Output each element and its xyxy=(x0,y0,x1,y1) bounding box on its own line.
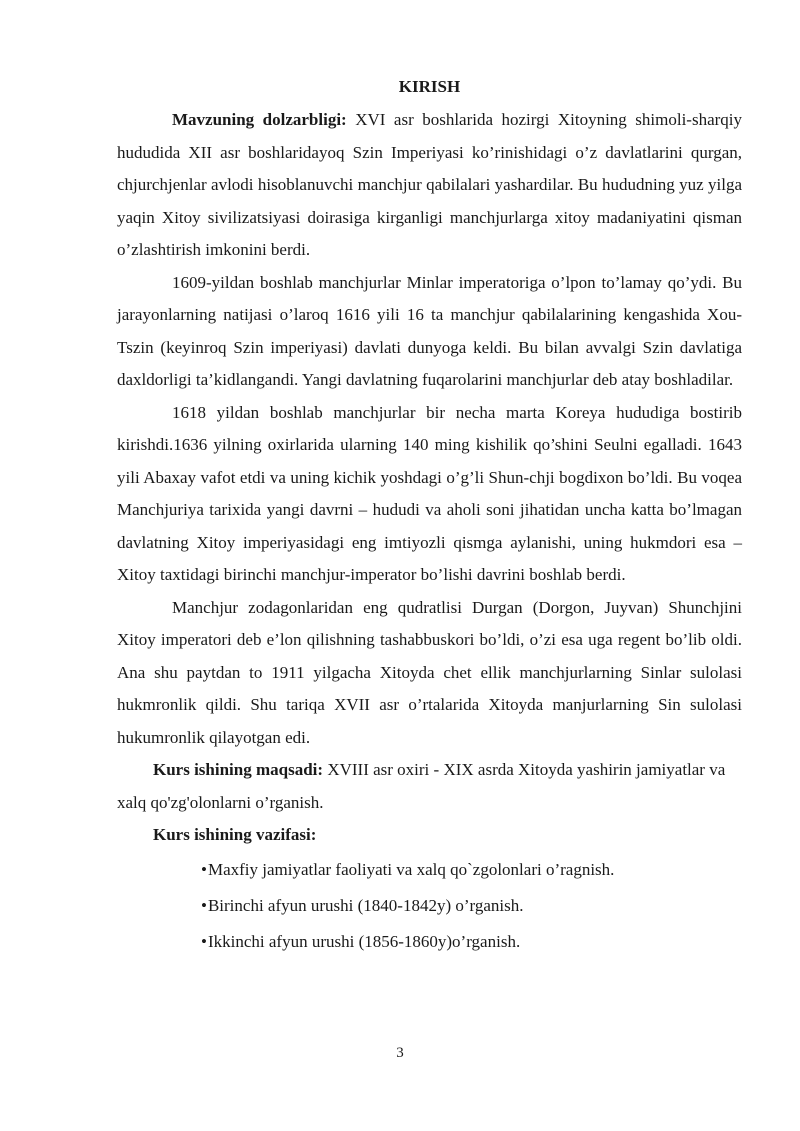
course-tasks-lead: Kurs ishining vazifasi: xyxy=(153,825,317,844)
course-goal-lead: Kurs ishining maqsadi: xyxy=(153,760,324,779)
page-number: 3 xyxy=(396,1045,404,1061)
list-item xyxy=(117,852,742,888)
document-page xyxy=(117,70,742,960)
course-tasks-heading xyxy=(117,819,742,852)
paragraph: 1609-yildan boshlab manchjurlar Minlar imperatoriga o’lpon to’lamay qo’ydi. Bu jarayonlarning natijasi o’laroq 1616 yili 16 ta manchjur qabilalarining kengashida Xou-Tszin (keyinroq Szin imperiyasi) davlati dunyoga keldi. Bu bilan avvalgi Szin davlatiga daxldorligi ta’kidlangandi. Yangi davlatning fuqarolarini manchjurlar deb atay boshladilar. xyxy=(117,272,742,389)
bullet-icon: • xyxy=(201,859,207,879)
paragraph-text: XVI asr boshlarida hozirgi Xitoyning shimoli-sharqiy hududida XII asr boshlaridayoq Szin Imperiyasi ko’rinishidagi o’z davlatlarini qurgan, chjurchjenlar avlodi hisoblanuvchi manchjur qabilalari yashardilar. Bu hududning yuz yilga yaqin Xitoy sivilizatsiyasi doirasiga kirganligi manchjurlarga xitoy madaniyatini qisman o’zlashtirish imkonini berdi. xyxy=(117,110,742,259)
bullet-icon: • xyxy=(201,931,207,951)
bullet-icon: • xyxy=(201,895,207,915)
list-item-text: Maxfiy jamiyatlar faoliyati va xalq qo`zgolonlari o’ragnish. xyxy=(207,859,615,879)
course-goal xyxy=(117,754,742,819)
paragraph: 1618 yildan boshlab manchjurlar bir necha marta Koreya hududiga bostirib kirishdi.1636 yilning oxirlarida ularning 140 ming kishilik qo’shini Seulni egalladi. 1643 yili Abaxay vafot etdi va uning kichik yoshdagi o’g’li Shun-chji bogdixon bo’ldi. Bu voqea Manchjuriya tarixida yangi davrni – hududi va aholi soni jihatidan uncha katta bo’lmagan davlatning Xitoy imperiyasidagi eng imtiyozli qismga aylanishi, uning hukmdori esa – Xitoy taxtidagi birinchi manchjur-imperator bo’lishi davrini boshlab berdi. xyxy=(117,402,742,584)
list-item-text: Birinchi afyun urushi (1840-1842y) o’rganish. xyxy=(207,895,524,915)
list-item xyxy=(117,888,742,924)
paragraph-lead: Mavzuning dolzarbligi: xyxy=(172,110,347,129)
course-goal-text: XVIII asr oxiri - XIX asrda Xitoyda yashirin jamiyatlar va xalq qo'zg'olonlarni o’rganish. xyxy=(117,760,726,812)
task-list xyxy=(117,852,742,960)
page-title: KIRISH xyxy=(398,77,461,96)
paragraph-relevance xyxy=(117,104,742,267)
list-item-text: Ikkinchi afyun urushi (1856-1860y)o’rganish. xyxy=(207,931,521,951)
list-item xyxy=(117,924,742,960)
paragraph: Manchjur zodagonlaridan eng qudratlisi Durgan (Dorgon, Juyvan) Shunchjini Xitoy imperatori deb e’lon qilishning tashabbuskori bo’ldi, o’zi esa uga regent bo’lib oldi. Ana shu paytdan to 1911 yilgacha Xitoyda chet ellik manchjurlarning Sinlar sulolasi hukmronlik qildi. Shu tariqa XVII asr o’rtalarida Xitoyda manjurlarning Sin sulolasi hukumronlik qilayotgan edi. xyxy=(117,597,742,747)
